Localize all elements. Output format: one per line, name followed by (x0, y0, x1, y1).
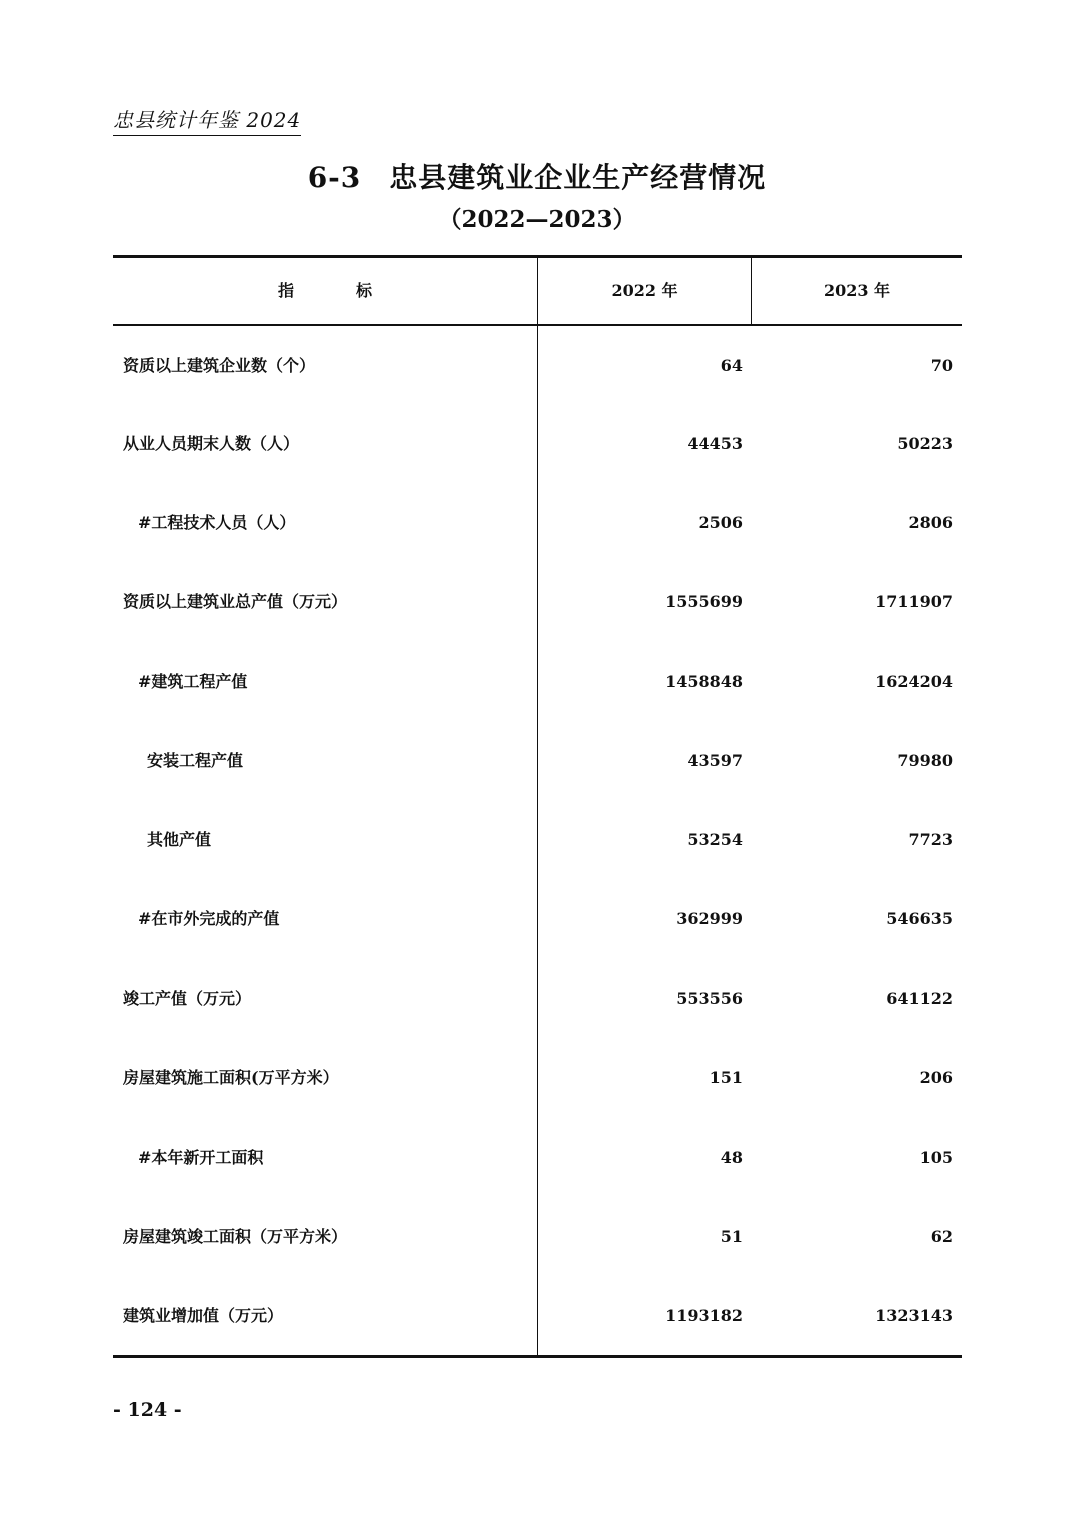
table-row (113, 979, 962, 1019)
header-indicator-char-1: 指 (277, 281, 294, 300)
value-2023: 62 (930, 1227, 953, 1246)
value-2023: 70 (930, 356, 953, 375)
table-row (113, 582, 962, 622)
table-row (113, 1138, 962, 1178)
header-2022: 2022 年 (611, 281, 678, 300)
table-row (113, 1296, 962, 1336)
value-2023: 79980 (897, 751, 953, 770)
row-label: 房屋建筑竣工面积（万平方米） (123, 1227, 348, 1246)
value-2022: 2506 (698, 513, 743, 532)
header-2023: 2023 年 (823, 281, 891, 300)
value-2022: 48 (720, 1148, 743, 1167)
row-label: 竣工产值（万元） (123, 989, 252, 1008)
row-label: 建筑业增加值（万元） (123, 1306, 284, 1325)
table-row (113, 1058, 962, 1098)
row-label: #在市外完成的产值 (138, 909, 280, 928)
value-2023: 206 (919, 1068, 953, 1087)
table-row (113, 346, 962, 386)
value-2023: 641122 (886, 989, 953, 1008)
row-label: 从业人员期末人数（人） (123, 434, 300, 453)
row-label: 安装工程产值 (147, 751, 244, 770)
value-2022: 1458848 (665, 672, 743, 691)
row-label: 资质以上建筑业总产值（万元） (123, 592, 348, 611)
row-label: #工程技术人员（人） (138, 513, 296, 532)
header-indicator-char-2: 标 (356, 281, 373, 300)
value-2022: 51 (720, 1227, 743, 1246)
table-row (113, 503, 962, 543)
table-number: 6-3 (307, 161, 362, 194)
value-2023: 1323143 (875, 1306, 953, 1325)
value-2023: 105 (919, 1148, 953, 1167)
table-row (113, 1217, 962, 1257)
row-label: #本年新开工面积 (138, 1148, 264, 1167)
row-label: 其他产值 (147, 830, 212, 849)
value-2023: 546635 (886, 909, 953, 928)
page-subtitle: （2022—2023） (438, 206, 636, 233)
page-number: - 124 - (113, 1399, 182, 1421)
value-2022: 44453 (687, 434, 743, 453)
value-2023: 1624204 (875, 672, 953, 691)
header-indicator (113, 255, 537, 325)
value-2023: 7723 (908, 830, 953, 849)
value-2022: 1193182 (665, 1306, 743, 1325)
column-divider (537, 255, 538, 1356)
data-table (113, 255, 962, 1358)
row-label: #建筑工程产值 (138, 672, 248, 691)
value-2022: 362999 (676, 909, 743, 928)
value-2023: 50223 (897, 434, 953, 453)
value-2022: 151 (709, 1068, 743, 1087)
table-row (113, 899, 962, 939)
table-row (113, 741, 962, 781)
value-2022: 64 (720, 356, 743, 375)
value-2023: 1711907 (875, 592, 953, 611)
value-2022: 1555699 (665, 592, 743, 611)
page-title (0, 156, 1074, 196)
value-2023: 2806 (908, 513, 953, 532)
row-label: 房屋建筑施工面积(万平方米） (123, 1068, 339, 1087)
table-title: 忠县建筑业企业生产经营情况 (389, 161, 767, 194)
running-head: 忠县统计年鉴 2024 (113, 104, 301, 136)
row-label: 资质以上建筑企业数（个） (123, 356, 316, 375)
value-2022: 43597 (687, 751, 743, 770)
table-row (113, 662, 962, 702)
table-row (113, 820, 962, 860)
table-row (113, 424, 962, 464)
value-2022: 53254 (687, 830, 743, 849)
value-2022: 553556 (676, 989, 743, 1008)
